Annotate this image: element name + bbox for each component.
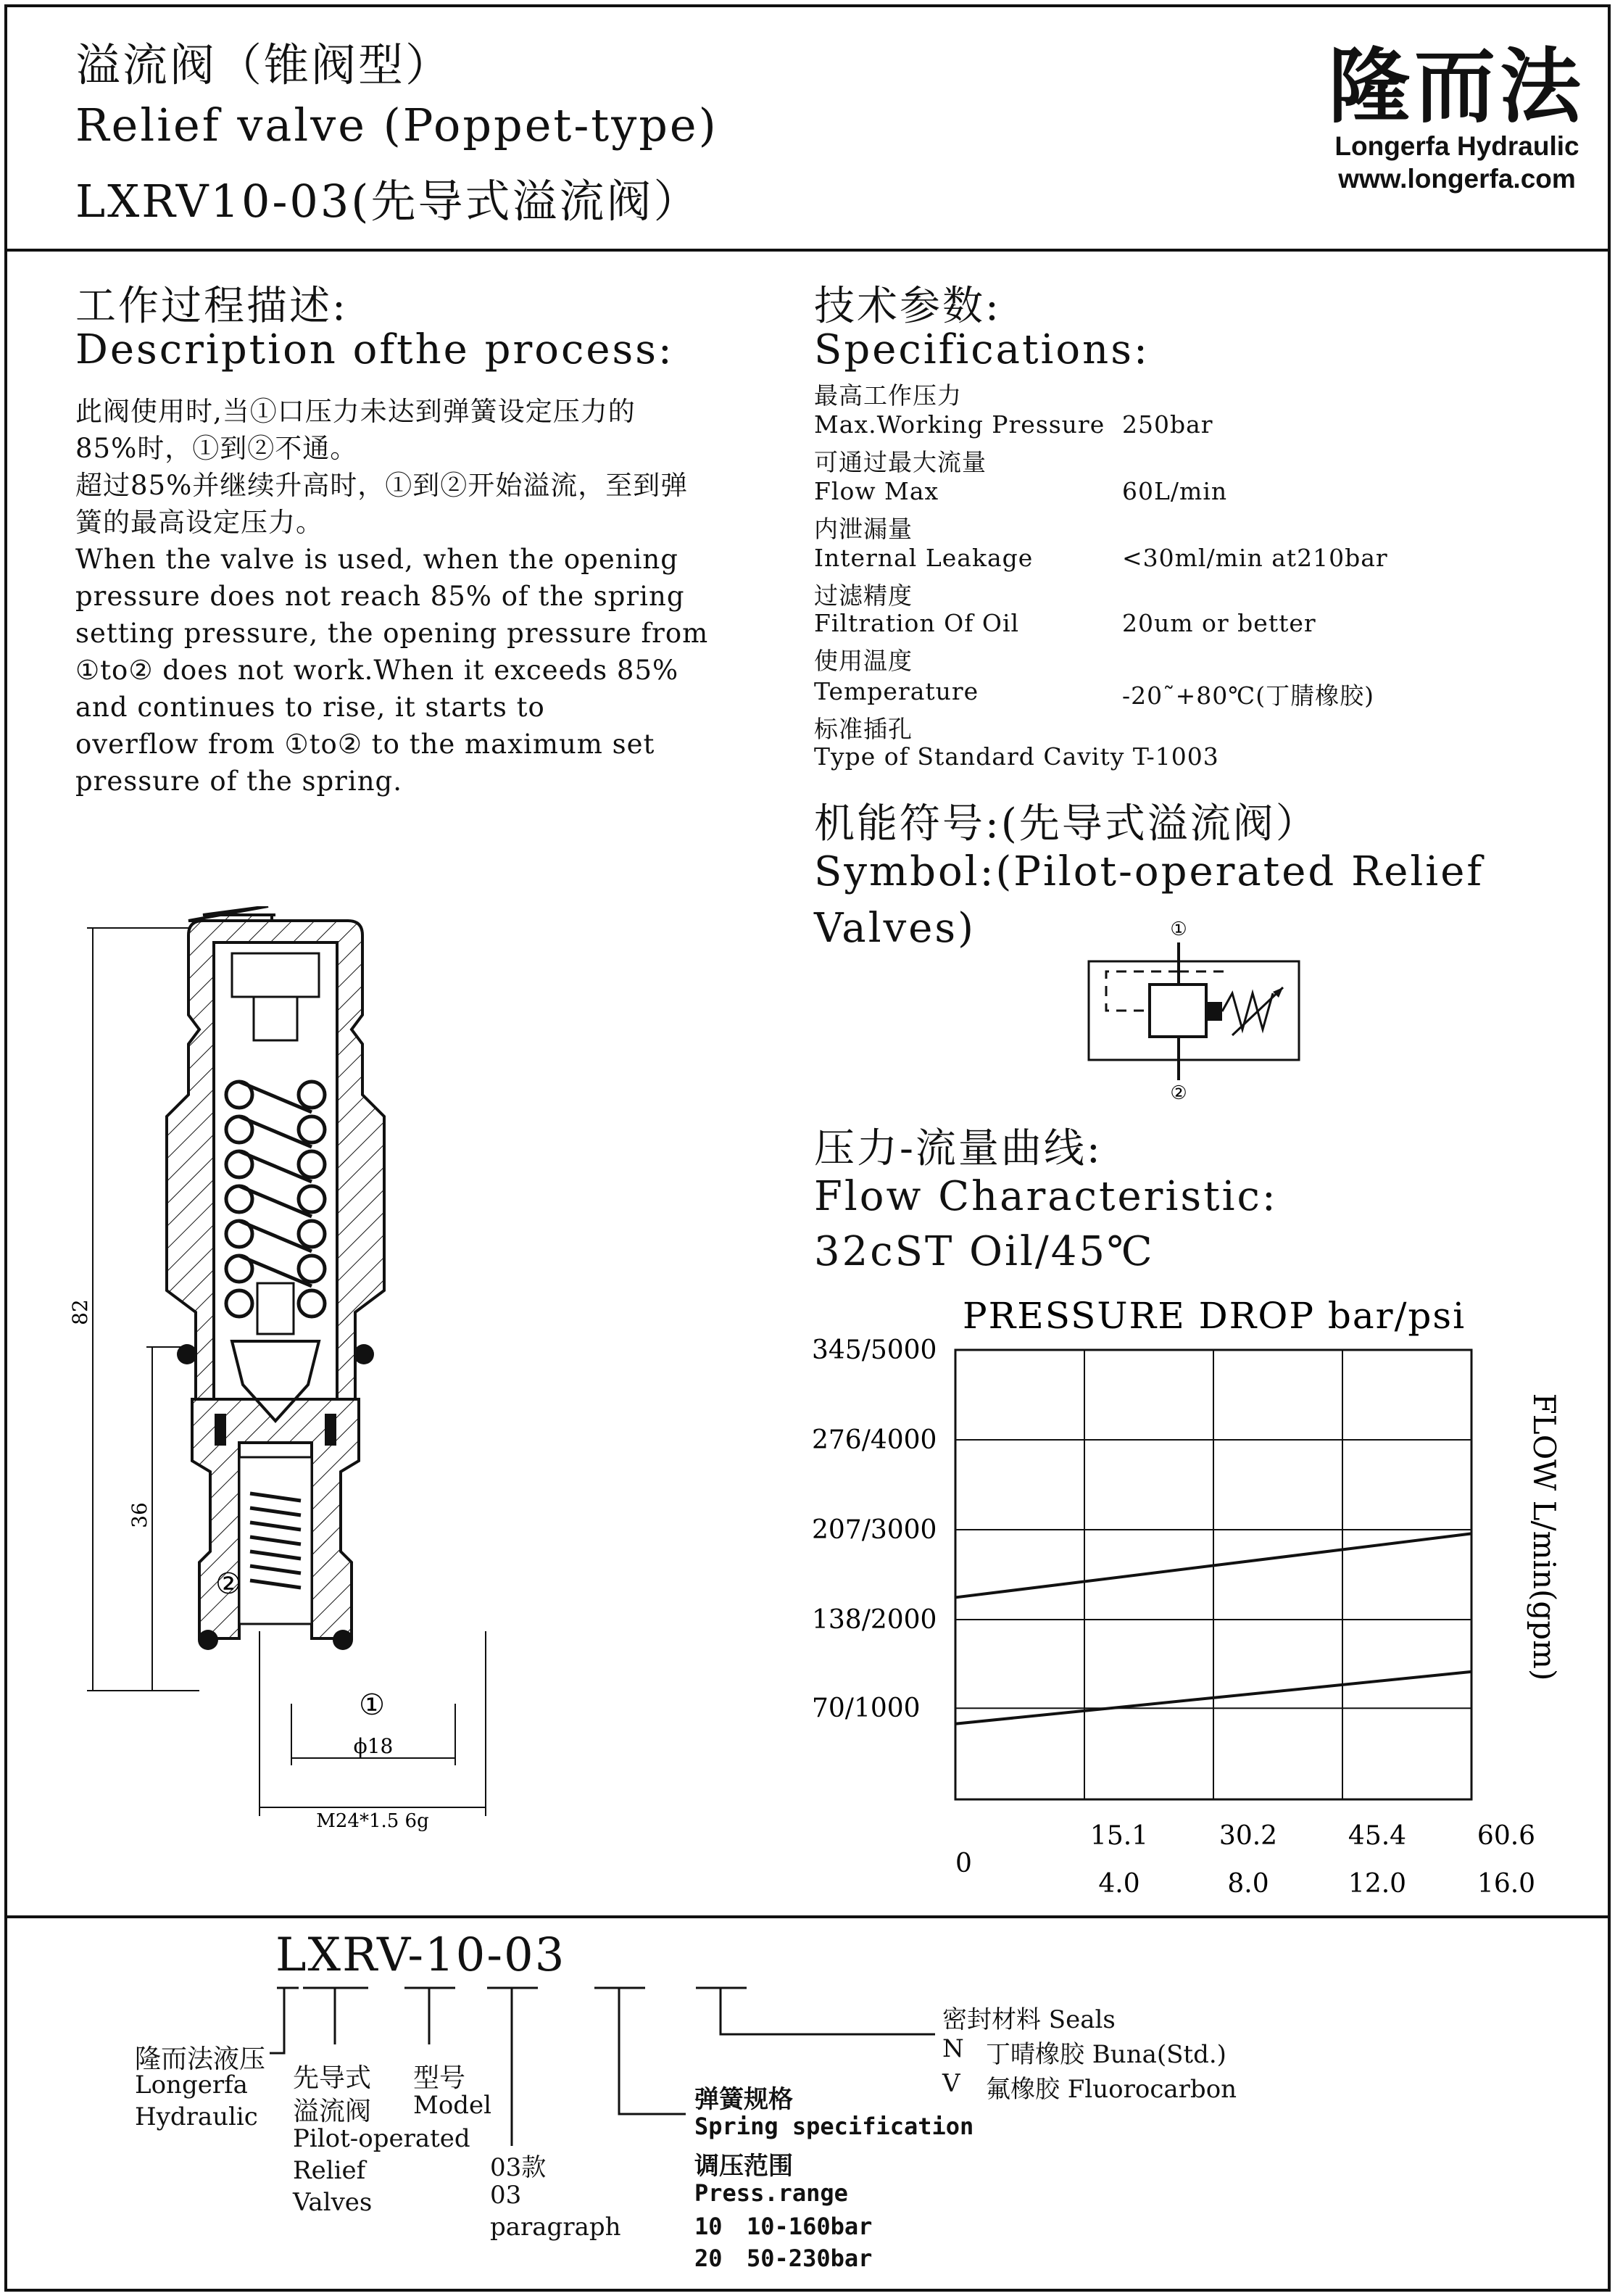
spec-heading-en: Specifications: <box>814 326 1150 373</box>
valve-cross-section <box>58 906 565 1849</box>
flow-chart <box>797 1290 1602 1907</box>
chart-grid <box>955 1350 1471 1799</box>
order-type-en-1: Pilot-operated <box>293 2124 470 2153</box>
symbol-heading-cn: 机能符号:(先导式溢流阀） <box>814 800 1319 847</box>
order-spring-en: Spring specification <box>694 2113 974 2140</box>
chart-y-tick-label: 345/5000 <box>812 1335 937 1365</box>
description-line: ①to② does not work.When it exceeds 85% <box>75 655 679 686</box>
description-line: 此阀使用时,当①口压力未达到弹簧设定压力的 <box>75 396 636 427</box>
spec-en: Flow Max <box>814 477 939 505</box>
order-model-en: Model <box>413 2091 492 2120</box>
description-line: 簧的最高设定压力。 <box>75 507 323 538</box>
order-brand-en-2: Hydraulic <box>135 2102 258 2131</box>
spec-cn: 可通过最大流量 <box>814 448 987 476</box>
upper-seal-right <box>354 1344 374 1364</box>
adjust-screw <box>254 997 297 1040</box>
spec-en: Internal Leakage <box>814 544 1034 572</box>
mid-seal-right <box>325 1414 336 1446</box>
symbol-adjust-arrow <box>1232 987 1283 1035</box>
order-type-cn-1: 先导式 <box>293 2063 372 2093</box>
logo-en: Longerfa Hydraulic <box>1334 131 1579 161</box>
spec-en: Type of Standard Cavity T-1003 <box>814 742 1219 771</box>
symbol-port-2-label: ② <box>1170 1082 1187 1104</box>
symbol-heading-en: Symbol:(Pilot-operated Relief <box>814 848 1485 895</box>
order-seals-title: 密封材料 Seals <box>942 2005 1116 2034</box>
model-title: LXRV10-03(先导式溢流阀） <box>75 175 701 228</box>
order-range-en: Press.range <box>694 2179 848 2207</box>
symbol-valve-body <box>1150 985 1206 1037</box>
chart-x-tick-label: 30.2 <box>1218 1821 1278 1851</box>
spec-value: 20um or better <box>1122 609 1316 637</box>
description-line: When the valve is used, when the opening <box>75 544 678 575</box>
spec-cn: 最高工作压力 <box>814 381 962 410</box>
frame-top <box>4 4 1611 7</box>
spec-cn: 内泄漏量 <box>814 515 913 543</box>
order-range-10-code: 10 <box>694 2213 723 2240</box>
website: www.longerfa.com <box>1338 164 1576 194</box>
description-line: and continues to rise, it starts to <box>75 692 545 723</box>
chart-y-tick-label: 70/1000 <box>812 1694 921 1724</box>
lower-seal-right <box>333 1630 353 1650</box>
lower-seal-left <box>198 1630 218 1650</box>
spec-cn: 过滤精度 <box>814 581 913 610</box>
description-heading-cn: 工作过程描述: <box>75 283 348 330</box>
symbol-port-1-label: ① <box>1170 919 1187 940</box>
flow-oil: 32cST Oil/45℃ <box>814 1228 1155 1275</box>
chart-x-tick-label-secondary: 8.0 <box>1227 1869 1269 1899</box>
mid-seal-left <box>215 1414 226 1446</box>
chart-y-tick-label: 207/3000 <box>812 1515 937 1545</box>
description-heading-en: Description ofthe process: <box>75 326 674 373</box>
order-range-cn: 调压范围 <box>694 2152 793 2181</box>
chart-title: PRESSURE DROP bar/psi <box>963 1295 1466 1337</box>
spring-guide <box>257 1283 294 1334</box>
chart-x-tick-label: 60.6 <box>1477 1821 1536 1851</box>
description-line: pressure does not reach 85% of the spring <box>75 581 685 612</box>
frame-bottom <box>4 2289 1611 2292</box>
flow-heading-cn: 压力-流量曲线: <box>814 1125 1103 1172</box>
description-line: pressure of the spring. <box>75 766 402 797</box>
symbol-spring-icon <box>1222 993 1273 1029</box>
order-para-en-2: paragraph <box>490 2213 621 2242</box>
order-model-cn: 型号 <box>413 2063 466 2093</box>
description-line: overflow from ①to② to the maximum set <box>75 729 655 760</box>
spec-en: Max.Working Pressure <box>814 410 1105 439</box>
order-type-en-3: Valves <box>293 2188 373 2217</box>
order-type-en-2: Relief <box>293 2156 366 2185</box>
frame-left <box>4 4 7 2292</box>
description-text <box>75 393 708 800</box>
order-seal-v-code: V <box>942 2069 960 2098</box>
order-range-20: 50-230bar <box>747 2245 873 2272</box>
order-seal-n-code: N <box>942 2034 964 2063</box>
chart-x-tick-label: 45.4 <box>1348 1821 1407 1851</box>
chart-y-tick-label: 138/2000 <box>812 1605 937 1635</box>
chart-ticks <box>812 1335 1535 1899</box>
order-spring-cn: 弹簧规格 <box>694 2085 793 2114</box>
valve-body-left <box>188 906 275 921</box>
spec-value: 60L/min <box>1122 477 1228 505</box>
order-para-cn: 03款 <box>490 2153 547 2182</box>
spec-value: -20˜+80℃(丁腈橡胶) <box>1122 681 1374 710</box>
spec-cn: 使用温度 <box>814 647 913 675</box>
footer-divider <box>4 1915 1611 1918</box>
leader-spring <box>619 1988 686 2114</box>
spec-en: Filtration Of Oil <box>814 609 1020 637</box>
hydraulic-symbol <box>1080 912 1319 1108</box>
order-para-en-1: 03 <box>490 2181 522 2210</box>
title-en: Relief valve (Poppet-type) <box>75 99 718 152</box>
dim-82-label: 82 <box>68 1299 92 1325</box>
chart-ylabel: FLOW L/min(gpm) <box>1527 1393 1562 1681</box>
spec-en: Temperature <box>814 677 979 705</box>
symbol-heading-en-2: Valves) <box>814 905 976 952</box>
header-divider <box>4 249 1611 252</box>
dim-dia-label: ϕ18 <box>353 1734 394 1758</box>
order-brand-en-1: Longerfa <box>135 2071 248 2100</box>
port-1-label: ① <box>359 1688 385 1722</box>
order-type-cn-2: 溢流阀 <box>293 2097 372 2126</box>
leader-brand <box>270 1988 284 2053</box>
spec-cn: 标准插孔 <box>814 715 913 743</box>
chart-origin-label: 0 <box>955 1849 972 1878</box>
chart-x-tick-label-secondary: 4.0 <box>1098 1869 1140 1899</box>
chart-x-tick-label-secondary: 16.0 <box>1477 1869 1536 1899</box>
chart-y-tick-label: 276/4000 <box>812 1425 937 1455</box>
spec-value: <30ml/min at210bar <box>1122 544 1388 572</box>
description-line: setting pressure, the opening pressure from <box>75 618 709 649</box>
order-brand-cn: 隆而法液压 <box>135 2044 266 2074</box>
order-range-10: 10-160bar <box>747 2213 873 2240</box>
dim-36-label: 36 <box>128 1502 151 1528</box>
order-seal-v: 氟橡胶 Fluorocarbon <box>986 2075 1237 2104</box>
flow-heading-en: Flow Characteristic: <box>814 1173 1278 1220</box>
title-cn: 溢流阀（锥阀型） <box>75 38 453 91</box>
spec-heading-cn: 技术参数: <box>814 283 1001 330</box>
order-model: LXRV-10-03 <box>275 1928 566 1982</box>
chart-x-tick-label-secondary: 12.0 <box>1348 1869 1407 1899</box>
port-2-label: ② <box>215 1567 241 1601</box>
leader-seal <box>721 1988 935 2034</box>
spec-value: 250bar <box>1122 410 1213 439</box>
dim-thread-label: M24*1.5 6g <box>316 1810 429 1832</box>
order-range-20-code: 20 <box>694 2245 723 2272</box>
description-line: 85%时，①到②不通。 <box>75 433 358 464</box>
chart-x-tick-label: 15.1 <box>1089 1821 1149 1851</box>
description-line: 超过85%并继续升高时，①到②开始溢流，至到弹 <box>75 470 689 501</box>
top-plug <box>232 953 319 997</box>
logo <box>1327 40 1587 196</box>
logo-cn: 隆而法 <box>1329 40 1585 134</box>
symbol-poppet <box>1206 1002 1222 1021</box>
frame-right <box>1608 4 1611 2292</box>
order-seal-n: 丁晴橡胶 Buna(Std.) <box>986 2040 1226 2069</box>
